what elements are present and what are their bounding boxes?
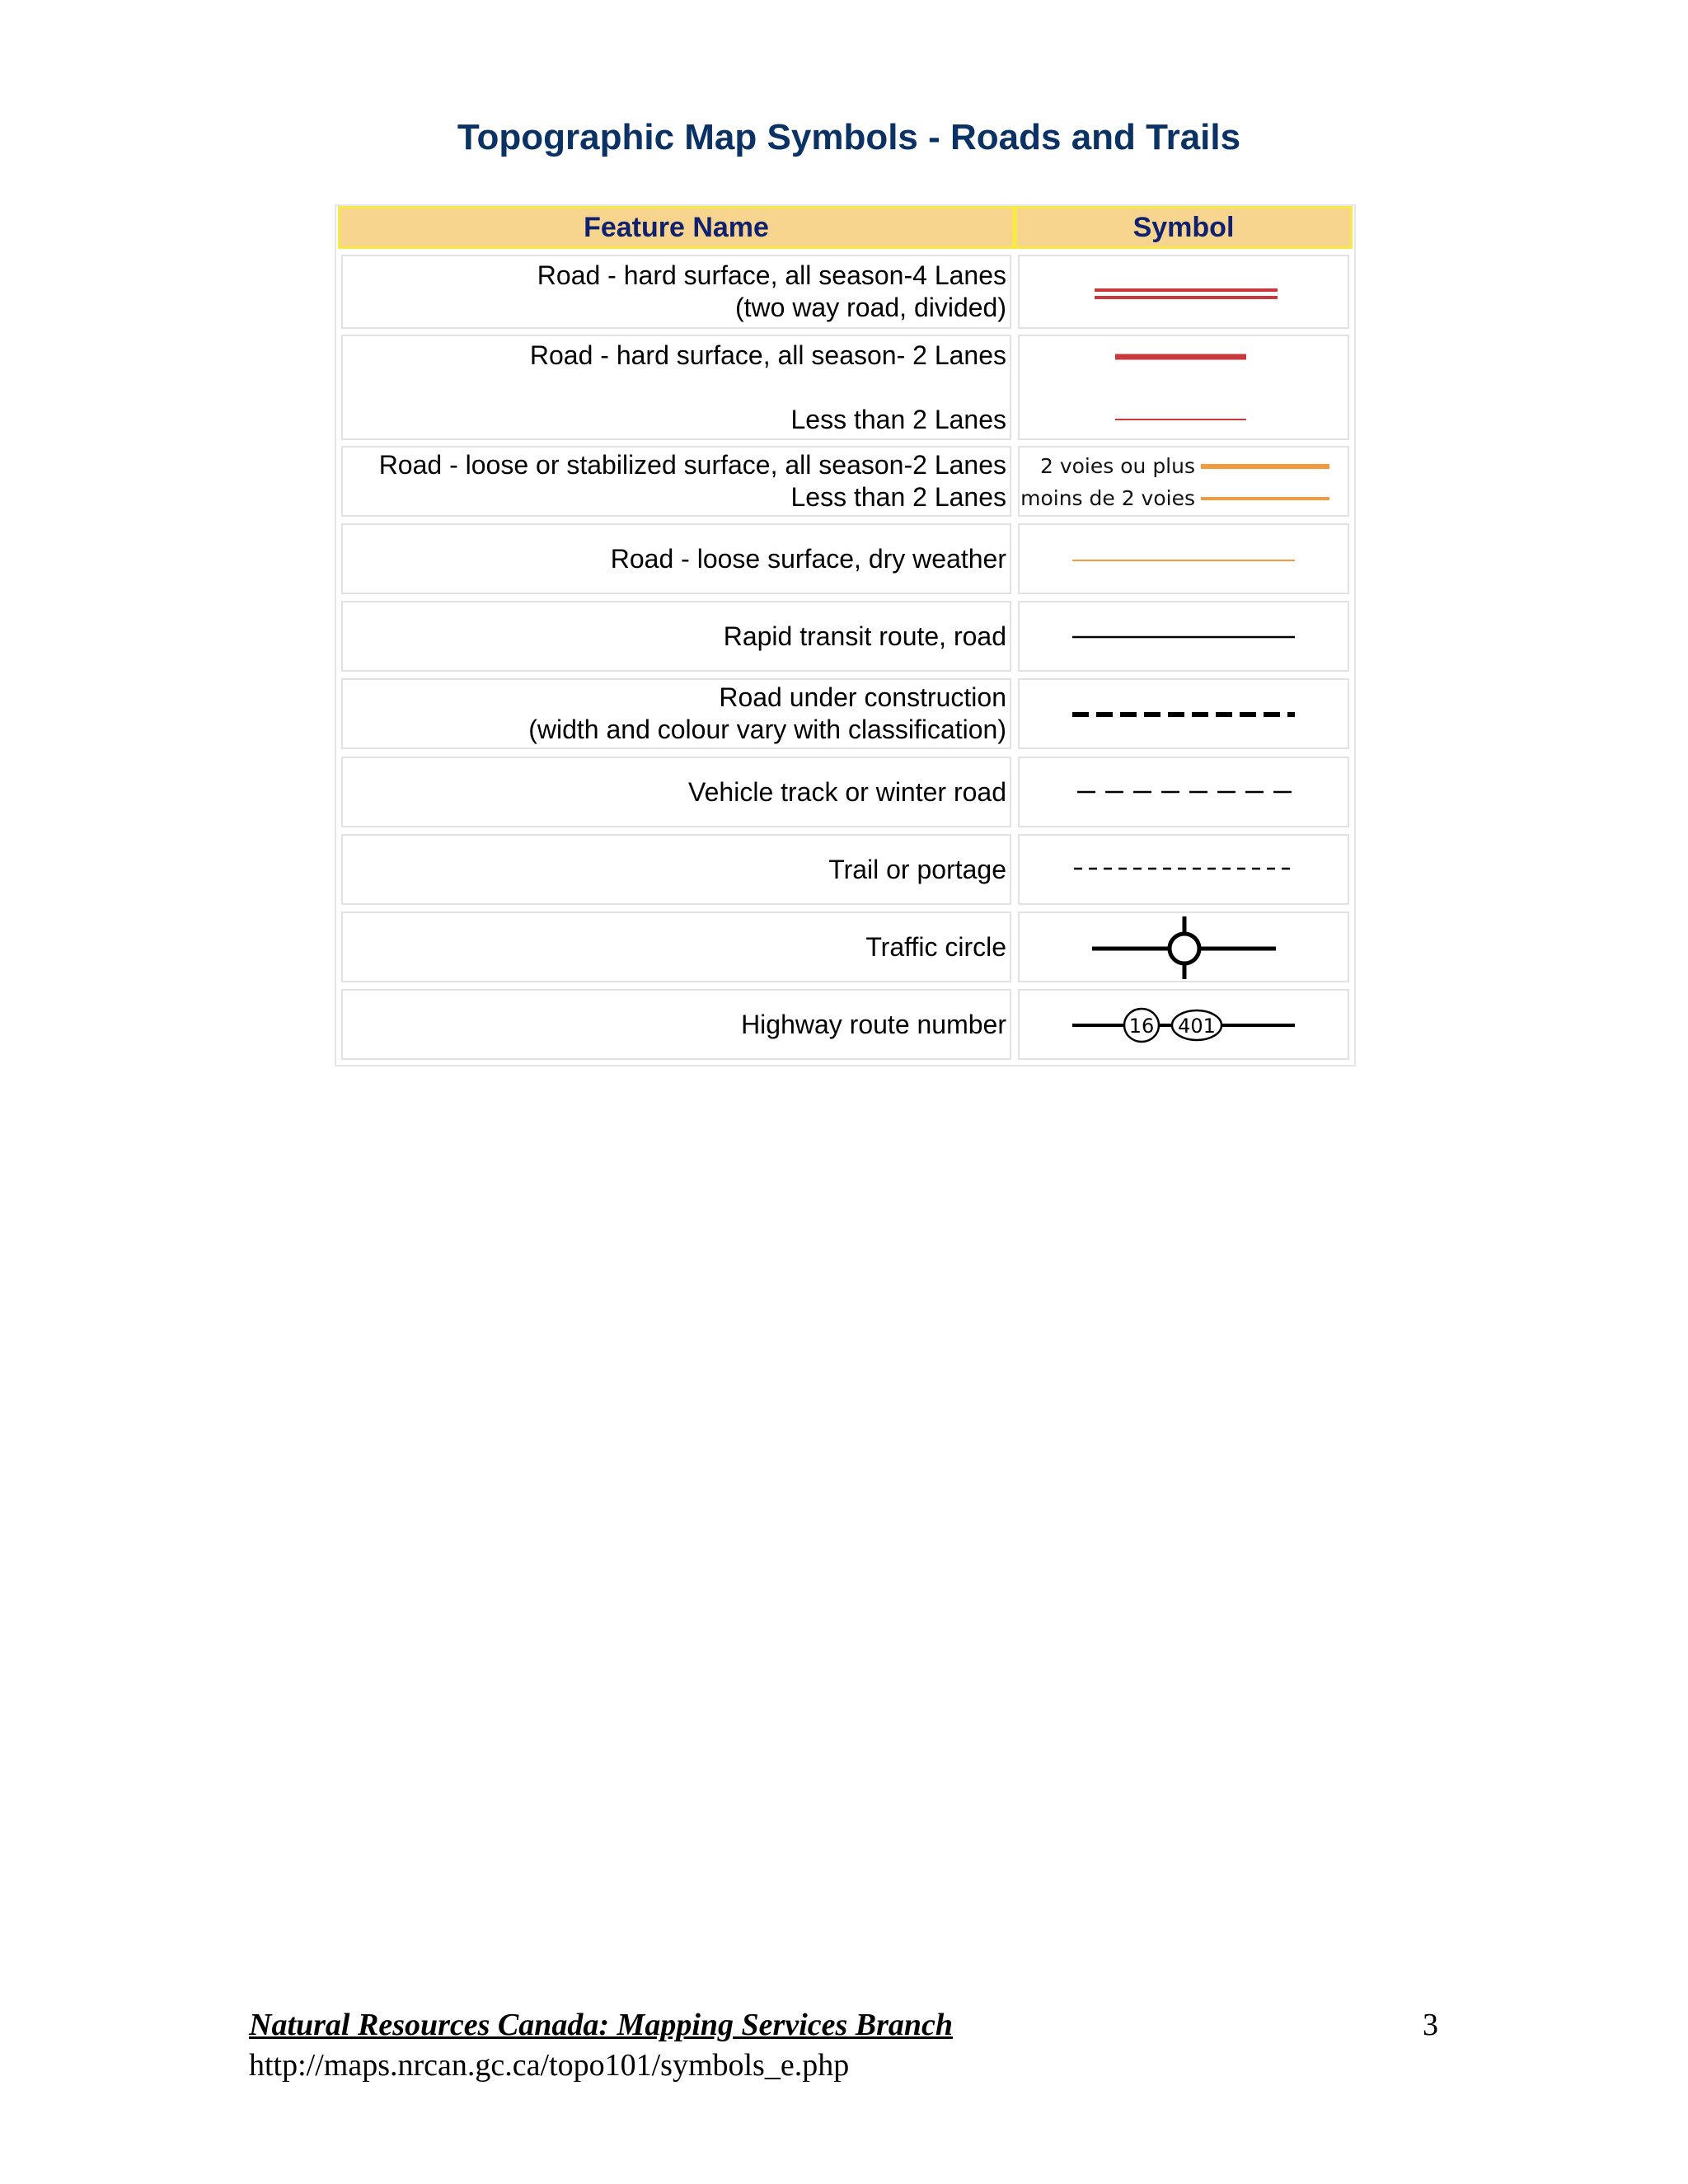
feature-name-line: Road - hard surface, all season- 2 Lanes: [529, 340, 1006, 370]
symbol-cell: [1018, 335, 1349, 440]
feature-name-line: Less than 2 Lanes: [790, 482, 1006, 512]
red-line-icon: [1020, 336, 1351, 442]
feature-name-line: Highway route number: [741, 1009, 1006, 1039]
header-feature-name: Feature Name: [338, 206, 1015, 249]
feature-name-cell: [341, 446, 1011, 517]
feature-name-line: (width and colour vary with classification): [528, 715, 1006, 744]
feature-name-line: Traffic circle: [865, 931, 1006, 962]
route-shield-icon: [1020, 991, 1351, 1062]
feature-name-cell: [341, 678, 1011, 749]
footer-url: http://maps.nrcan.gc.ca/topo101/symbols_e.php: [249, 2048, 850, 2083]
feature-name-line: (two way road, divided): [734, 293, 1006, 322]
symbols-table: [335, 204, 1356, 1066]
symbol-cell: [1018, 834, 1349, 905]
feature-name-line: Road - hard surface, all season-4 Lanes: [537, 260, 1006, 290]
feature-name-line: Road - loose surface, dry weather: [610, 543, 1006, 574]
thin-orange-line-icon: [1020, 525, 1351, 596]
page-title: Topographic Map Symbols - Roads and Trails: [457, 117, 1241, 157]
header-symbol: Symbol: [1015, 206, 1353, 249]
footer-organization: Natural Resources Canada: Mapping Services Branch: [249, 2008, 954, 2042]
bold-dashed-line-icon: [1020, 680, 1351, 751]
feature-name-line: Rapid transit route, road: [723, 621, 1006, 651]
feature-name-line: Road under construction: [719, 682, 1006, 712]
traffic-circle-icon: [1020, 913, 1351, 984]
feature-name-cell: [341, 757, 1011, 827]
feature-name-cell: [341, 989, 1011, 1060]
feature-name-line: Road - loose or stabilized surface, all season-2 Lanes: [378, 450, 1006, 480]
route-number-label: 16: [1128, 1015, 1155, 1038]
symbol-label: moins de 2 voies: [1020, 486, 1195, 510]
symbol-cell: [1018, 678, 1349, 749]
feature-name-cell: [341, 834, 1011, 905]
symbol-cell: [1018, 446, 1349, 517]
feature-name-line: Vehicle track or winter road: [688, 776, 1006, 807]
route-number-label: 401: [1178, 1015, 1216, 1038]
symbol-cell: [1018, 255, 1349, 329]
feature-name-cell: [341, 335, 1011, 440]
symbol-cell: [1018, 523, 1349, 594]
feature-name-cell: [341, 601, 1011, 672]
symbol-cell: [1018, 989, 1349, 1060]
feature-name-cell: [341, 523, 1011, 594]
feature-name-line: Trail or portage: [828, 854, 1006, 884]
black-line-icon: [1020, 602, 1351, 673]
feature-name-cell: [341, 912, 1011, 982]
short-dash-line-icon: [1020, 836, 1351, 907]
orange-line-icon: [1020, 448, 1351, 518]
long-dash-line-icon: [1020, 758, 1351, 829]
double-red-line-icon: [1020, 256, 1351, 330]
symbol-cell: [1018, 757, 1349, 827]
feature-name-cell: [341, 255, 1011, 329]
page-number: 3: [1423, 2008, 1438, 2042]
symbol-label: 2 voies ou plus: [1039, 454, 1195, 478]
feature-name-line: Less than 2 Lanes: [790, 405, 1006, 434]
symbol-cell: [1018, 601, 1349, 672]
symbol-cell: [1018, 912, 1349, 982]
